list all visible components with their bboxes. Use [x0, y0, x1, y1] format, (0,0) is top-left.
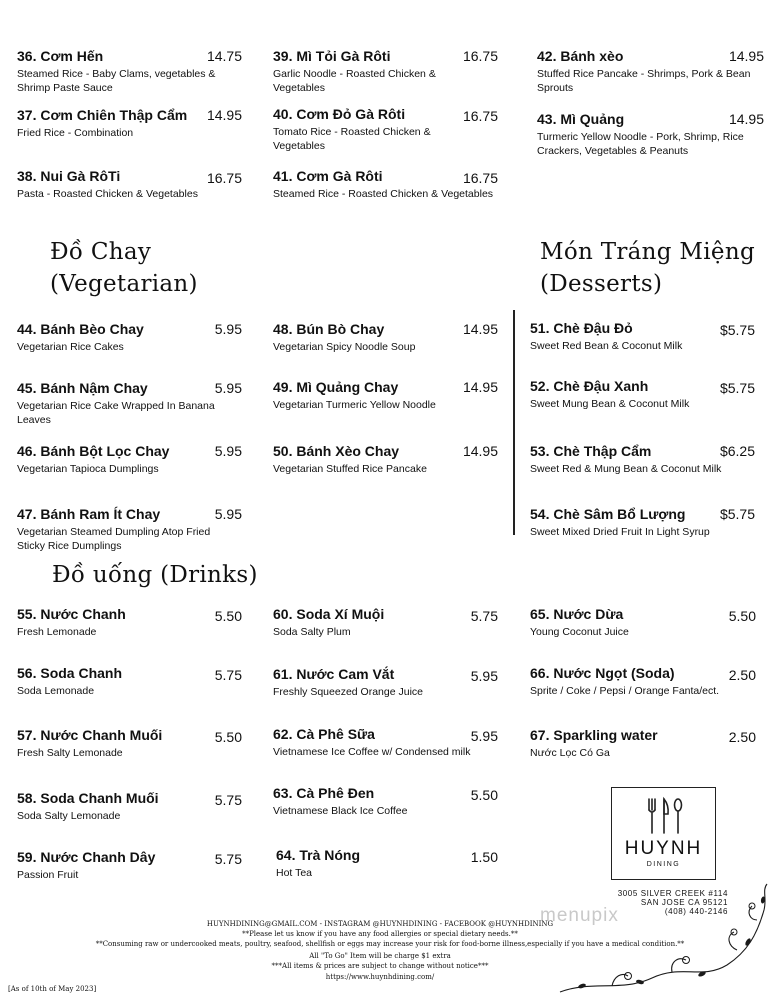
item-price: 5.95 [214, 380, 242, 396]
menu-item [17, 443, 242, 476]
item-price: $5.75 [719, 322, 755, 338]
item-name: 46. Bánh Bột Lọc Chay [17, 443, 170, 459]
item-name: 51. Chè Đậu Đỏ [530, 320, 633, 336]
item-desc: Soda Salty Plum [273, 626, 351, 638]
menu-item [530, 378, 755, 411]
menu-item [17, 727, 242, 760]
item-desc: Fresh Lemonade [17, 626, 97, 638]
item-price: 2.50 [728, 667, 756, 683]
footer-togo-note: All "To Go" Item will be charge $1 extra [309, 952, 451, 960]
item-name: 38. Nui Gà RôTi [17, 168, 121, 184]
item-name: 49. Mì Quảng Chay [273, 379, 399, 395]
item-price: 1.50 [470, 849, 498, 865]
desserts-divider [513, 310, 515, 535]
restaurant-logo [611, 787, 716, 880]
item-desc: Fresh Salty Lemonade [17, 747, 123, 759]
item-price: 14.95 [462, 379, 498, 395]
menu-item [17, 321, 242, 354]
desserts-heading-en: (Desserts) [540, 271, 663, 297]
item-name: 37. Cơm Chiên Thập Cẩm [17, 107, 188, 123]
fork-knife-spoon-icon [642, 796, 686, 836]
item-desc: Hot Tea [276, 867, 312, 879]
item-desc: Stuffed Rice Pancake - Shrimps, Pork & Bean Sprouts [537, 68, 751, 94]
item-price: $5.75 [719, 380, 755, 396]
menu-item [17, 168, 242, 201]
item-name: 64. Trà Nóng [276, 847, 361, 863]
item-price: $5.75 [719, 506, 755, 522]
vegetarian-heading-en: (Vegetarian) [50, 271, 198, 297]
item-desc: Vegetarian Turmeric Yellow Noodle [273, 399, 436, 411]
item-name: 65. Nước Dừa [530, 606, 624, 622]
item-name: 59. Nước Chanh Dây [17, 849, 156, 865]
item-name: 48. Bún Bò Chay [273, 321, 385, 337]
item-desc: Turmeric Yellow Noodle - Pork, Shrimp, Rice Crackers, Vegetables & Peanuts [537, 131, 744, 157]
item-desc: Vegetarian Tapioca Dumplings [17, 463, 159, 475]
item-price: 5.50 [470, 787, 498, 803]
item-desc: Sweet Mung Bean & Coconut Milk [530, 398, 690, 410]
item-name: 53. Chè Thập Cẩm [530, 443, 652, 459]
menu-item [17, 849, 242, 882]
menu-item [530, 606, 756, 639]
address-line: SAN JOSE CA 95121 [640, 898, 728, 907]
logo-subtitle: DINING [646, 861, 681, 868]
item-name: 39. Mì Tỏi Gà Rôti [273, 48, 391, 64]
item-price: 14.95 [462, 443, 498, 459]
item-price: 5.50 [214, 729, 242, 745]
item-price: 14.95 [728, 48, 764, 64]
item-name: 63. Cà Phê Đen [273, 785, 375, 801]
menu-item [537, 48, 764, 95]
item-price: 5.50 [728, 608, 756, 624]
menu-item [273, 785, 498, 818]
item-desc: Vietnamese Black Ice Coffee [273, 805, 408, 817]
item-desc: Pasta - Roasted Chicken & Vegetables [17, 188, 198, 200]
item-desc: Vegetarian Rice Cake Wrapped In Banana Leaves [17, 400, 215, 426]
item-price: 5.75 [214, 851, 242, 867]
item-desc: Nước Lọc Có Ga [530, 747, 610, 759]
desserts-heading [540, 236, 755, 300]
item-name: 44. Bánh Bèo Chay [17, 321, 144, 337]
item-name: 52. Chè Đậu Xanh [530, 378, 649, 394]
item-desc: Steamed Rice - Baby Clams, vegetables & Shrimp Paste Sauce [17, 68, 216, 94]
item-name: 67. Sparkling water [530, 727, 658, 743]
item-name: 43. Mì Quảng [537, 111, 625, 127]
item-name: 66. Nước Ngọt (Soda) [530, 665, 675, 681]
menu-item [17, 107, 242, 140]
item-desc: Vegetarian Spicy Noodle Soup [273, 341, 416, 353]
item-price: 5.75 [214, 792, 242, 808]
item-desc: Soda Salty Lemonade [17, 810, 121, 822]
item-desc: Tomato Rice - Roasted Chicken & Vegetables [273, 126, 431, 152]
item-desc: Vegetarian Rice Cakes [17, 341, 124, 353]
item-price: 5.95 [214, 321, 242, 337]
menu-item [17, 790, 242, 823]
item-price: 14.75 [206, 48, 242, 64]
item-desc: Freshly Squeezed Orange Juice [273, 686, 423, 698]
menu-item [17, 48, 242, 95]
item-price: 2.50 [728, 729, 756, 745]
item-name: 42. Bánh xèo [537, 48, 624, 64]
menu-item [273, 606, 498, 639]
item-price: $6.25 [719, 443, 755, 459]
menu-item [530, 665, 756, 698]
item-price: 5.95 [470, 668, 498, 684]
item-desc: Sweet Mixed Dried Fruit In Light Syrup [530, 526, 710, 538]
menu-item [273, 726, 498, 759]
item-price: 5.75 [214, 667, 242, 683]
item-price: 5.75 [470, 608, 498, 624]
watermark: menupix [540, 905, 619, 926]
item-desc: Vegetarian Steamed Dumpling Atop Fried Sticky Rice Dumplings [17, 526, 211, 552]
menu-item [17, 606, 242, 639]
item-desc: Sprite / Coke / Pepsi / Orange Fanta/ect. [530, 685, 720, 697]
menu-item [276, 847, 498, 880]
item-desc: Young Coconut Juice [530, 626, 629, 638]
menu-item [273, 379, 498, 412]
logo-name: HUYNH [624, 838, 703, 859]
menu-item [530, 727, 756, 760]
item-desc: Sweet Red Bean & Coconut Milk [530, 340, 683, 352]
item-price: 16.75 [462, 170, 498, 186]
item-name: 40. Cơm Đỏ Gà Rôti [273, 106, 406, 122]
item-name: 57. Nước Chanh Muối [17, 727, 163, 743]
footer-website[interactable]: https://www.huynhdining.com/ [325, 973, 435, 981]
item-desc: Fried Rice - Combination [17, 127, 134, 139]
footer-price-note: ***All items & prices are subject to change without notice*** [271, 962, 489, 970]
item-desc: Soda Lemonade [17, 685, 95, 697]
footer-allergy-note: **Please let us know if you have any food allergies or special dietary needs.** [242, 930, 518, 938]
menu-item [17, 506, 242, 553]
desserts-heading-vi: Món Tráng Miệng [540, 239, 755, 265]
item-name: 60. Soda Xí Muội [273, 606, 385, 622]
item-price: 14.95 [206, 107, 242, 123]
item-desc: Vegetarian Stuffed Rice Pancake [273, 463, 427, 475]
address-line: 3005 SILVER CREEK #114 [617, 889, 728, 898]
item-name: 61. Nước Cam Vắt [273, 666, 395, 682]
item-name: 55. Nước Chanh [17, 606, 126, 622]
item-price: 16.75 [462, 108, 498, 124]
menu-item [530, 443, 755, 476]
item-name: 50. Bánh Xèo Chay [273, 443, 400, 459]
menu-item [530, 506, 755, 539]
item-price: 5.95 [214, 443, 242, 459]
menu-item [273, 168, 498, 201]
item-name: 58. Soda Chanh Muối [17, 790, 159, 806]
footer-contact: HUYNHDINING@GMAIL.COM - INSTAGRAM @HUYNHDINING - FACEBOOK @HUYNHDINING [206, 920, 554, 928]
vegetarian-heading [50, 236, 198, 300]
item-price: 5.95 [470, 728, 498, 744]
item-price: 16.75 [462, 48, 498, 64]
phone-number: (408) 440-2146 [664, 907, 728, 916]
item-name: 56. Soda Chanh [17, 665, 123, 681]
menu-item [17, 380, 242, 427]
item-price: 14.95 [462, 321, 498, 337]
menu-item [273, 666, 498, 699]
menu-item [273, 48, 498, 95]
item-name: 45. Bánh Nậm Chay [17, 380, 148, 396]
menu-item [273, 321, 498, 354]
menu-item [273, 106, 498, 153]
as-of-date: [As of 10th of May 2023] [8, 985, 97, 993]
drinks-heading: Đồ uống (Drinks) [52, 562, 258, 588]
vegetarian-heading-vi: Đồ Chay [50, 239, 152, 265]
menu-item [537, 111, 764, 158]
item-name: 36. Cơm Hến [17, 48, 104, 64]
item-price: 5.50 [214, 608, 242, 624]
item-desc: Vietnamese Ice Coffee w/ Condensed milk [273, 746, 471, 758]
item-price: 5.95 [214, 506, 242, 522]
menu-item [17, 665, 242, 698]
menu-item [530, 320, 755, 353]
item-name: 47. Bánh Ram Ít Chay [17, 506, 161, 522]
item-price: 16.75 [206, 170, 242, 186]
item-name: 62. Cà Phê Sữa [273, 726, 375, 742]
item-price: 14.95 [728, 111, 764, 127]
item-desc: Sweet Red & Mung Bean & Coconut Milk [530, 463, 722, 475]
item-name: 54. Chè Sâm Bổ Lượng [530, 506, 686, 522]
menu-item [273, 443, 498, 476]
item-desc: Steamed Rice - Roasted Chicken & Vegetables [273, 188, 494, 200]
item-desc: Garlic Noodle - Roasted Chicken & Vegetables [273, 68, 436, 94]
item-desc: Passion Fruit [17, 869, 79, 881]
item-name: 41. Cơm Gà Rôti [273, 168, 383, 184]
footer-health-warning: **Consuming raw or undercooked meats, poultry, seafood, shellfish or eggs may increase your risk for food-borne illness,especially if you have a medical condition.** [95, 940, 685, 948]
